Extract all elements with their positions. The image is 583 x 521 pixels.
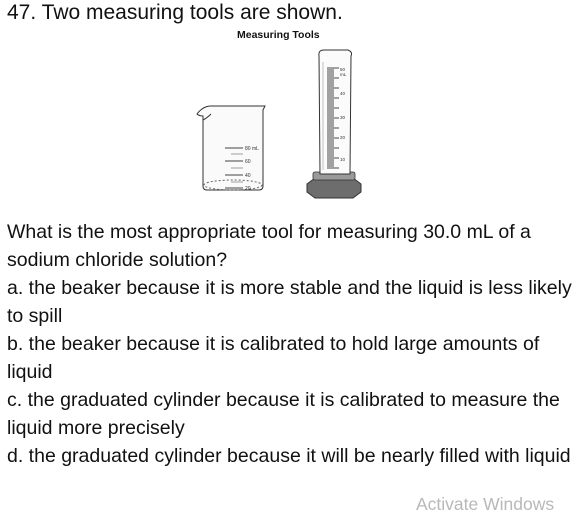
cylinder-label-20: 20 — [340, 135, 346, 140]
activate-windows-watermark: Activate Windows — [416, 494, 555, 514]
question-text: What is the most appropriate tool for measuring 30.0 mL of a sodium chloride solution? — [7, 221, 531, 271]
option-d[interactable]: d. the graduated cylinder because it will be nearly filled with liquid — [7, 445, 571, 467]
question-title: 47. Two measuring tools are shown. — [7, 1, 343, 24]
measuring-tools-figure — [185, 44, 385, 204]
question-body — [7, 218, 579, 470]
cylinder-label-50: 50 — [340, 67, 346, 72]
cylinder-label-30: 30 — [340, 115, 346, 120]
option-c[interactable]: c. the graduated cylinder because it is calibrated to measure the liquid more precisely — [7, 389, 560, 439]
option-b[interactable]: b. the beaker because it is calibrated to hold large amounts of liquid — [7, 333, 540, 383]
beaker-label-40: 40 — [245, 173, 251, 179]
beaker-label-60: 60 — [245, 159, 251, 165]
figure-caption: Measuring Tools — [237, 29, 320, 41]
cylinder-label-40: 40 — [340, 91, 346, 96]
graduated-cylinder — [307, 50, 361, 198]
option-a[interactable]: a. the beaker because it is more stable and the liquid is less likely to spill — [7, 277, 572, 327]
beaker-label-20: 20 — [245, 186, 251, 192]
cylinder-label-ml: mL — [340, 72, 347, 77]
beaker-label-80: 80 mL — [245, 146, 259, 152]
cylinder-label-10: 10 — [340, 157, 346, 162]
